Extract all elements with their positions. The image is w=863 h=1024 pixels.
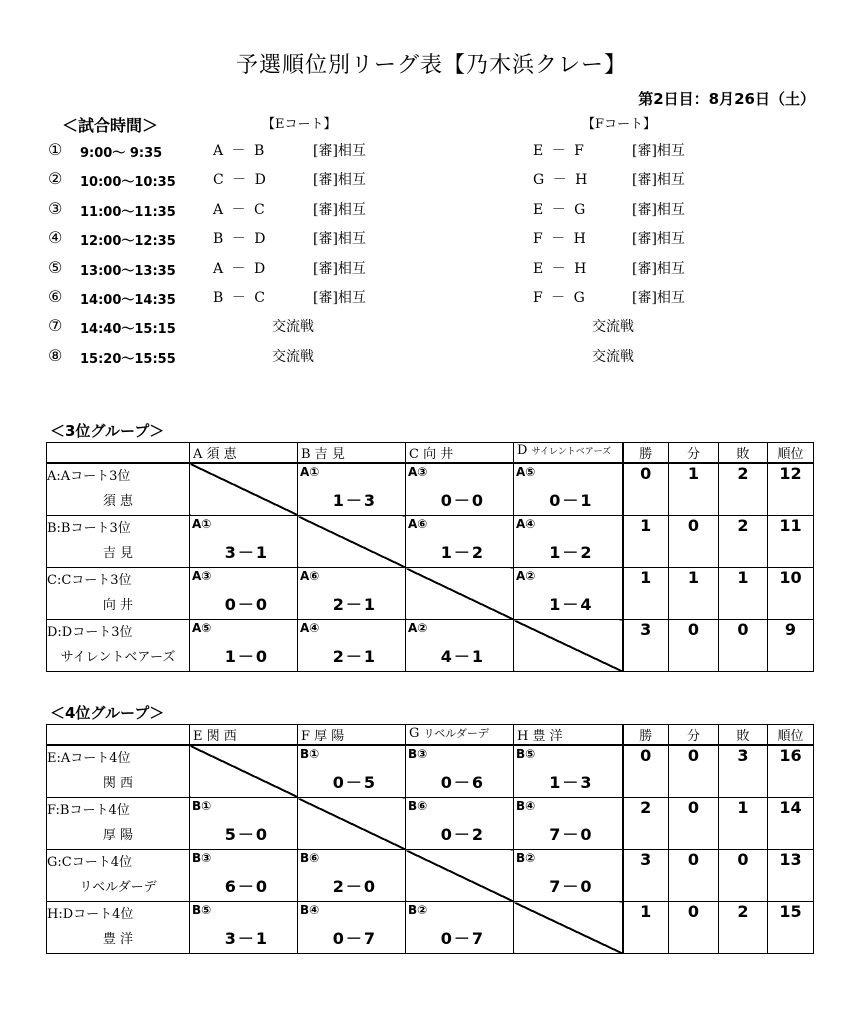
- court-e-exchange: 交流戦: [272, 348, 314, 365]
- schedule-time: 14:40～15:15: [80, 322, 176, 338]
- team-cell: [47, 902, 190, 954]
- table-row: [47, 798, 814, 850]
- header-team-g-letter: G: [409, 726, 420, 741]
- team-cell: [47, 850, 190, 902]
- header-win: 勝: [623, 725, 669, 746]
- match-number: A⑤: [192, 621, 212, 635]
- team-court-rank: B:Bコート3位: [47, 521, 131, 536]
- match-result-cell: [298, 902, 406, 954]
- match-number: B③: [408, 747, 428, 761]
- draw-count: 1: [669, 463, 719, 516]
- header-blank: [47, 725, 190, 746]
- team-name: 厚 陽: [102, 828, 134, 843]
- team-court-rank: F:Bコート4位: [47, 803, 130, 818]
- match-score: 2－0: [332, 877, 377, 896]
- header-rank: 順位: [768, 443, 814, 464]
- schedule-time: 11:00～11:35: [80, 204, 176, 220]
- match-number: A⑤: [516, 465, 536, 479]
- rank-value: 16: [768, 745, 814, 798]
- win-count: 1: [623, 516, 669, 568]
- court-e-match: A － B: [213, 143, 267, 159]
- schedule-row: [0, 287, 863, 311]
- loss-count: 3: [719, 745, 768, 798]
- match-result-cell: [514, 463, 623, 516]
- header-win: 勝: [623, 443, 669, 464]
- court-f-referee: [審]相互: [632, 172, 685, 189]
- draw-count: 0: [669, 902, 719, 954]
- match-score: 1－3: [332, 491, 377, 510]
- table-row: [47, 568, 814, 620]
- match-number: A①: [300, 465, 320, 479]
- match-result-cell: [190, 902, 298, 954]
- self-match-cell: [406, 568, 514, 620]
- match-result-cell: [298, 850, 406, 902]
- match-score: 0－1: [549, 491, 594, 510]
- self-match-cell: [190, 745, 298, 798]
- team-name: リベルダーデ: [79, 880, 157, 895]
- match-score: 7－0: [549, 825, 594, 844]
- win-count: 1: [623, 902, 669, 954]
- rank-value: 12: [768, 463, 814, 516]
- match-result-cell: [514, 850, 623, 902]
- loss-count: 0: [719, 620, 768, 672]
- schedule-row: [0, 140, 863, 164]
- schedule-number: ⑧: [48, 345, 63, 365]
- match-result-cell: [190, 516, 298, 568]
- win-count: 0: [623, 745, 669, 798]
- match-score: 1－2: [440, 543, 485, 562]
- draw-count: 0: [669, 798, 719, 850]
- match-score: 1－4: [549, 595, 594, 614]
- rank-value: 9: [768, 620, 814, 672]
- group4-header-row: [47, 725, 814, 746]
- schedule-row: [0, 346, 863, 370]
- match-result-cell: [190, 798, 298, 850]
- match-result-cell: [406, 902, 514, 954]
- team-cell: [47, 620, 190, 672]
- loss-count: 1: [719, 798, 768, 850]
- header-team-g-name: リベルダーデ: [423, 727, 489, 740]
- draw-count: 1: [669, 568, 719, 620]
- self-match-cell: [406, 850, 514, 902]
- court-e-referee: [審]相互: [313, 172, 366, 189]
- header-team-g: [406, 725, 514, 746]
- rank-value: 11: [768, 516, 814, 568]
- team-name: 須 恵: [102, 494, 134, 509]
- schedule-time: 13:00～13:35: [80, 263, 176, 279]
- draw-count: 0: [669, 745, 719, 798]
- court-f-referee: [審]相互: [632, 231, 685, 248]
- match-result-cell: [298, 463, 406, 516]
- header-loss: 敗: [719, 443, 768, 464]
- match-number: A⑥: [408, 517, 428, 531]
- schedule-heading: ＜試合時間＞: [62, 116, 159, 135]
- schedule-number: ⑤: [48, 257, 63, 277]
- page-title: 予選順位別リーグ表【乃木浜クレー】: [235, 53, 627, 78]
- match-score: 0－2: [440, 825, 485, 844]
- match-result-cell: [190, 850, 298, 902]
- header-team-e: E 関 西: [190, 725, 298, 746]
- schedule-row: [0, 199, 863, 223]
- self-match-cell: [514, 902, 623, 954]
- match-score: 3－1: [224, 543, 269, 562]
- draw-count: 0: [669, 850, 719, 902]
- match-score: 4－1: [440, 647, 485, 666]
- team-court-rank: E:Aコート4位: [47, 751, 131, 766]
- draw-count: 0: [669, 620, 719, 672]
- team-court-rank: G:Cコート4位: [47, 855, 132, 870]
- header-blank: [47, 443, 190, 464]
- self-match-cell: [190, 463, 298, 516]
- court-f-match: F － G: [533, 290, 587, 306]
- court-f-referee: [審]相互: [632, 290, 685, 306]
- draw-count: 0: [669, 516, 719, 568]
- win-count: 0: [623, 463, 669, 516]
- match-number: B⑤: [192, 903, 212, 917]
- rank-value: 10: [768, 568, 814, 620]
- match-score: 2－1: [332, 647, 377, 666]
- match-score: 0－0: [440, 491, 485, 510]
- match-number: B①: [192, 799, 212, 813]
- self-match-cell: [298, 798, 406, 850]
- match-number: A①: [192, 517, 212, 531]
- match-result-cell: [190, 568, 298, 620]
- loss-count: 2: [719, 516, 768, 568]
- header-rank: 順位: [768, 725, 814, 746]
- self-match-cell: [514, 620, 623, 672]
- team-name: 吉 見: [102, 546, 134, 561]
- match-number: B⑥: [300, 851, 320, 865]
- schedule-time: 10:00～10:35: [80, 175, 176, 191]
- court-e-referee: [審]相互: [313, 260, 366, 277]
- match-result-cell: [298, 620, 406, 672]
- rank-value: 15: [768, 902, 814, 954]
- match-number: B⑤: [516, 747, 536, 761]
- match-score: 1－0: [224, 647, 269, 666]
- match-number: A⑥: [300, 569, 320, 583]
- match-number: B③: [192, 851, 212, 865]
- schedule-row: [0, 228, 863, 252]
- match-result-cell: [298, 745, 406, 798]
- court-e-referee: [審]相互: [313, 201, 366, 218]
- match-number: A②: [408, 621, 428, 635]
- court-f-match: E － H: [533, 260, 589, 277]
- schedule-time: 15:20～15:55: [80, 351, 176, 367]
- match-score: 1－2: [549, 543, 594, 562]
- court-f-exchange: 交流戦: [592, 348, 634, 365]
- match-score: 0－6: [440, 773, 485, 792]
- win-count: 2: [623, 798, 669, 850]
- group4-label: ＜4位グループ＞: [50, 704, 165, 722]
- loss-count: 0: [719, 850, 768, 902]
- schedule-number: ⑦: [48, 316, 63, 336]
- group4-table: [46, 724, 814, 954]
- match-result-cell: [298, 568, 406, 620]
- table-row: [47, 850, 814, 902]
- court-e-referee: [審]相互: [313, 143, 366, 159]
- match-result-cell: [190, 620, 298, 672]
- match-number: A④: [300, 621, 320, 635]
- team-name: 関 西: [102, 776, 134, 791]
- match-result-cell: [406, 516, 514, 568]
- match-number: A②: [516, 569, 536, 583]
- match-score: 6－0: [224, 877, 269, 896]
- team-cell: [47, 798, 190, 850]
- header-team-a: A 須 恵: [190, 443, 298, 464]
- loss-count: 1: [719, 568, 768, 620]
- match-score: 1－3: [549, 773, 594, 792]
- group3-label: ＜3位グループ＞: [50, 422, 165, 440]
- team-court-rank: H:Dコート4位: [47, 907, 134, 922]
- match-score: 2－1: [332, 595, 377, 614]
- header-draw: 分: [669, 725, 719, 746]
- header-team-d-letter: D: [517, 443, 528, 458]
- match-score: 0－7: [440, 929, 485, 948]
- match-number: B④: [516, 799, 536, 813]
- loss-count: 2: [719, 902, 768, 954]
- team-court-rank: D:Dコート3位: [47, 625, 133, 640]
- match-number: B②: [408, 903, 428, 917]
- court-e-label: 【Eコート】: [262, 117, 337, 132]
- match-score: 3－1: [224, 929, 269, 948]
- match-score: 0－5: [332, 773, 377, 792]
- court-f-referee: [審]相互: [632, 201, 685, 218]
- match-result-cell: [514, 798, 623, 850]
- schedule-number: ③: [48, 198, 63, 218]
- schedule-number: ④: [48, 228, 63, 248]
- table-row: [47, 745, 814, 798]
- table-row: [47, 463, 814, 516]
- table-row: [47, 902, 814, 954]
- court-e-referee: [審]相互: [313, 231, 366, 248]
- match-score: 5－0: [224, 825, 269, 844]
- header-team-b: B 吉 見: [298, 443, 406, 464]
- date-label: 第2日目：8月26日（土）: [638, 90, 815, 108]
- team-name: 向 井: [102, 598, 134, 613]
- schedule-time: 9:00～ 9:35: [80, 146, 163, 161]
- match-number: B⑥: [408, 799, 428, 813]
- schedule-row: [0, 258, 863, 282]
- match-number: A③: [192, 569, 212, 583]
- court-e-match: B － D: [213, 231, 268, 248]
- match-score: 0－0: [224, 595, 269, 614]
- match-number: B①: [300, 747, 320, 761]
- court-f-match: F － H: [533, 231, 588, 248]
- match-result-cell: [514, 516, 623, 568]
- court-f-match: E － F: [533, 143, 586, 159]
- header-team-c: C 向 井: [406, 443, 514, 464]
- court-f-label: 【Fコート】: [582, 117, 657, 132]
- team-cell: [47, 745, 190, 798]
- win-count: 3: [623, 850, 669, 902]
- self-match-cell: [298, 516, 406, 568]
- header-draw: 分: [669, 443, 719, 464]
- match-number: A③: [408, 465, 428, 479]
- header-team-d: [514, 443, 623, 464]
- court-e-exchange: 交流戦: [272, 319, 314, 336]
- team-cell: [47, 568, 190, 620]
- court-e-match: A － D: [213, 260, 268, 277]
- team-court-rank: A:Aコート3位: [47, 469, 131, 484]
- match-result-cell: [406, 463, 514, 516]
- team-cell: [47, 463, 190, 516]
- court-e-referee: [審]相互: [313, 290, 366, 306]
- schedule-number: ②: [48, 169, 63, 189]
- court-f-match: E － G: [533, 201, 588, 218]
- match-result-cell: [406, 798, 514, 850]
- schedule-row: [0, 316, 863, 340]
- court-e-match: B － C: [213, 290, 267, 306]
- match-number: B④: [300, 903, 320, 917]
- header-team-f: F 厚 陽: [298, 725, 406, 746]
- group3-table: [46, 442, 814, 672]
- table-row: [47, 516, 814, 568]
- schedule-row: [0, 169, 863, 193]
- match-number: A④: [516, 517, 536, 531]
- schedule-time: 12:00～12:35: [80, 234, 176, 250]
- schedule-number: ①: [48, 140, 63, 159]
- team-name: サイレントベアーズ: [60, 650, 176, 665]
- court-f-exchange: 交流戦: [592, 319, 634, 336]
- match-result-cell: [514, 745, 623, 798]
- rank-value: 14: [768, 798, 814, 850]
- header-team-h: H 豊 洋: [514, 725, 623, 746]
- team-court-rank: C:Cコート3位: [47, 573, 132, 588]
- team-cell: [47, 516, 190, 568]
- match-result-cell: [514, 568, 623, 620]
- schedule-time: 14:00～14:35: [80, 293, 176, 308]
- win-count: 1: [623, 568, 669, 620]
- header-team-d-name: サイレントベアーズ: [531, 447, 612, 457]
- match-result-cell: [406, 620, 514, 672]
- match-number: B②: [516, 851, 536, 865]
- team-name: 豊 洋: [102, 932, 134, 947]
- court-e-match: C － D: [213, 172, 268, 189]
- court-f-match: G － H: [533, 172, 590, 189]
- rank-value: 13: [768, 850, 814, 902]
- match-score: 7－0: [549, 877, 594, 896]
- court-e-match: A － C: [213, 201, 267, 218]
- match-result-cell: [406, 745, 514, 798]
- court-f-referee: [審]相互: [632, 143, 685, 159]
- schedule-number: ⑥: [48, 287, 63, 306]
- court-f-referee: [審]相互: [632, 260, 685, 277]
- table-row: [47, 620, 814, 672]
- match-score: 0－7: [332, 929, 377, 948]
- loss-count: 2: [719, 463, 768, 516]
- header-loss: 敗: [719, 725, 768, 746]
- group3-header-row: [47, 443, 814, 464]
- win-count: 3: [623, 620, 669, 672]
